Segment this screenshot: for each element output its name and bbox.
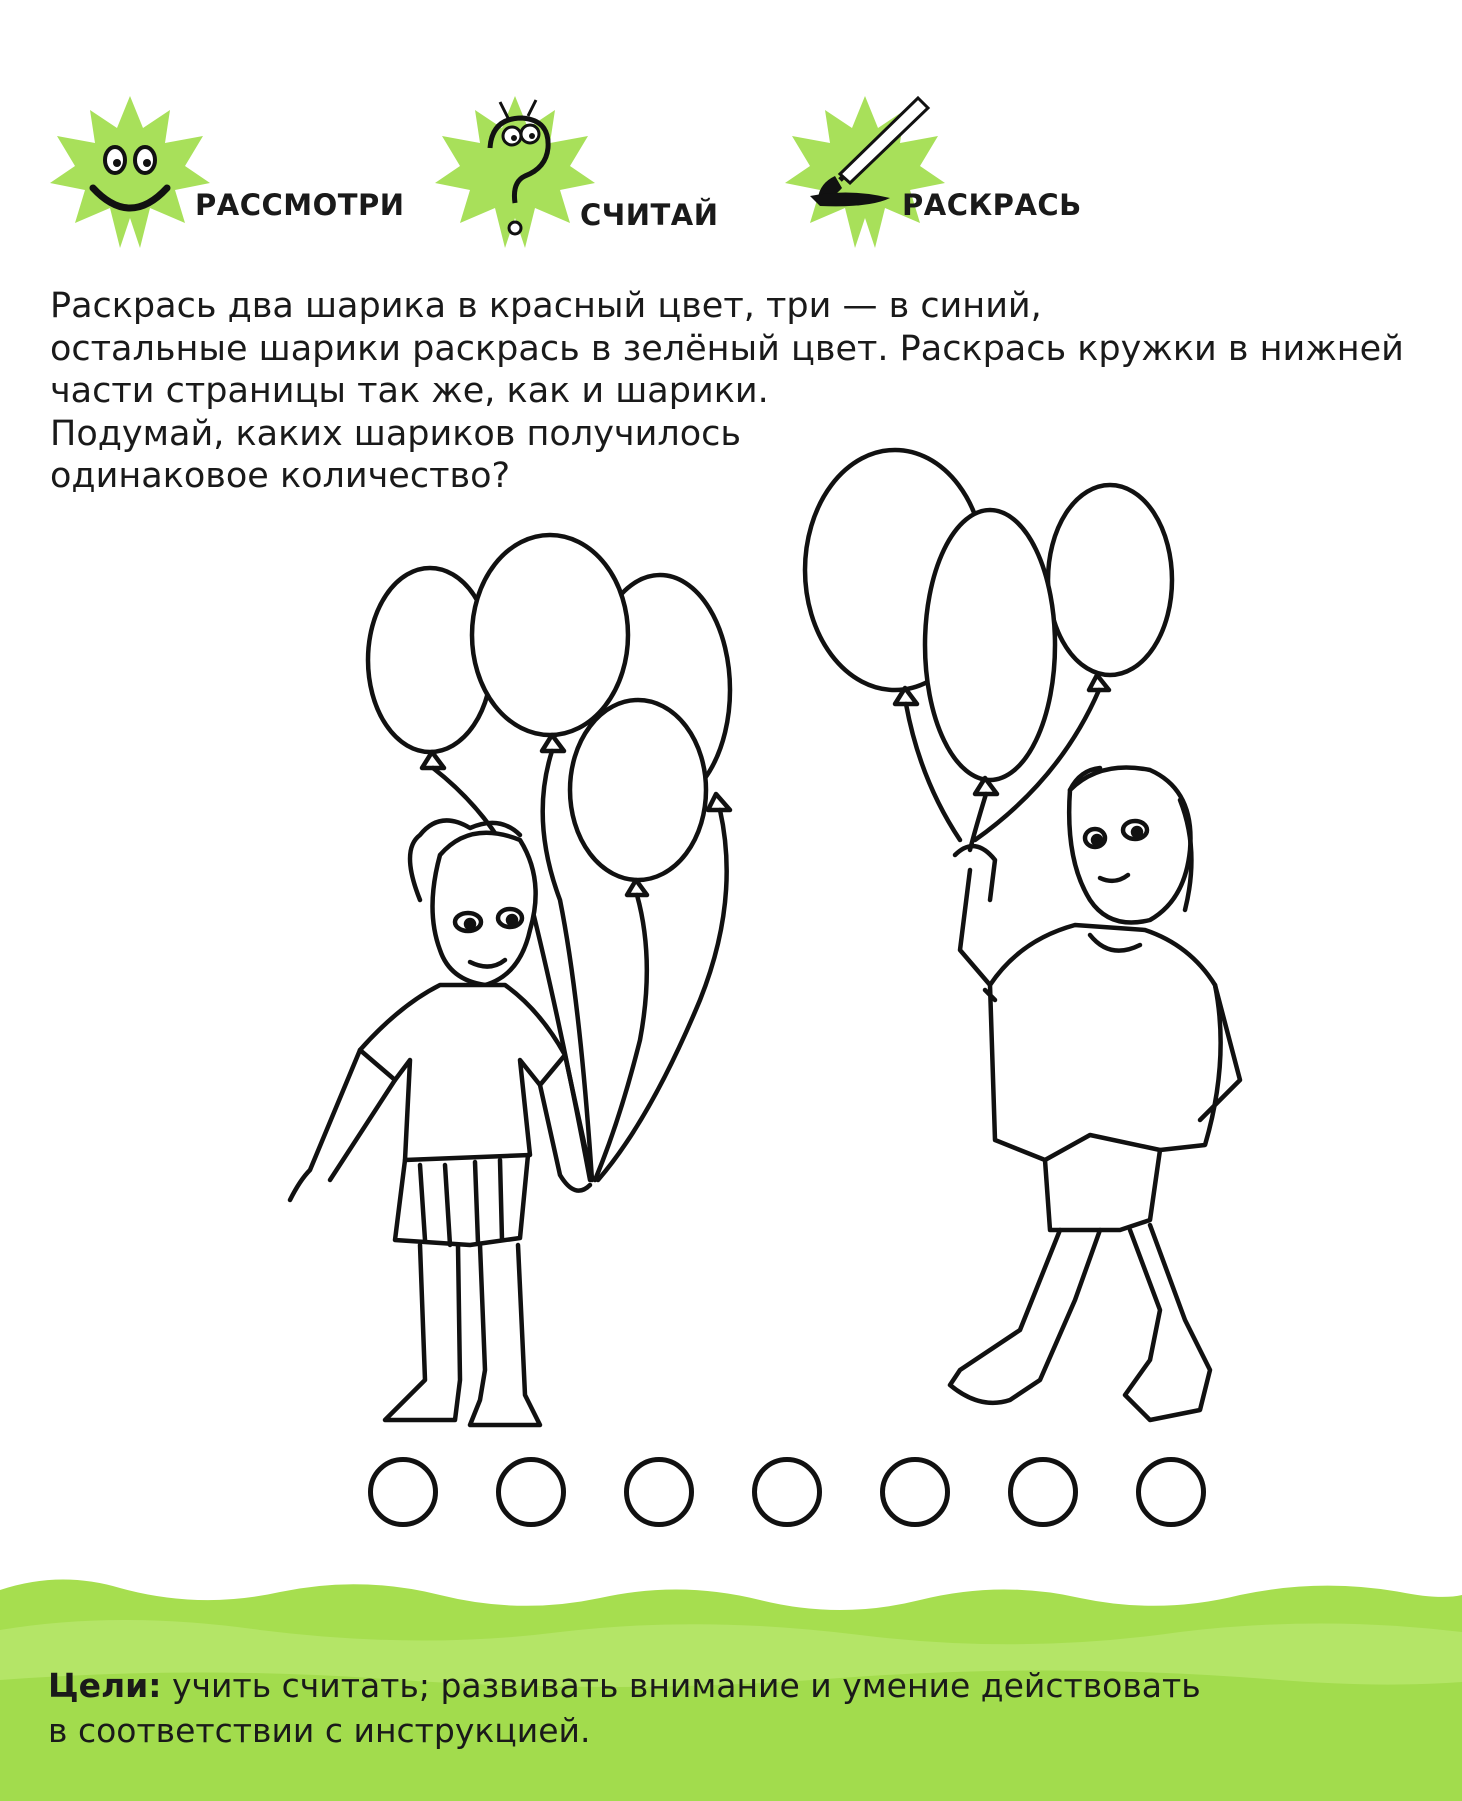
goals-text xyxy=(48,1663,1201,1753)
header-item-count xyxy=(430,88,750,258)
header-label-color: РАСКРАСЬ xyxy=(902,188,1082,222)
answer-circle[interactable] xyxy=(880,1457,950,1527)
instruction-line: Подумай, каких шариков получилось xyxy=(50,413,742,454)
header-label-count: СЧИТАЙ xyxy=(580,198,719,232)
header-label-look: РАССМОТРИ xyxy=(195,188,405,222)
instruction-line: части страницы так же, как и шарики. xyxy=(50,371,769,411)
coloring-illustration xyxy=(0,400,1462,1450)
smiley-leaf-icon xyxy=(45,88,215,258)
boy-figure xyxy=(290,820,590,1425)
goals-line: в соответствии с инструкцией. xyxy=(48,1711,591,1750)
instruction-line: Раскрась два шарика в красный цвет, три — в синий, xyxy=(50,286,1042,326)
paintbrush-leaf-icon xyxy=(780,88,950,258)
answer-circles xyxy=(368,1457,1228,1557)
goals-label: Цели: xyxy=(48,1666,162,1705)
instruction-line: остальные шарики раскрась в зелёный цвет. Раскрась кружки в нижней xyxy=(50,328,1404,369)
goals-line: учить считать; развивать внимание и умение действовать xyxy=(172,1666,1201,1705)
answer-circle[interactable] xyxy=(752,1457,822,1527)
boy-balloon[interactable] xyxy=(570,700,727,1180)
header-item-color xyxy=(780,88,1100,258)
answer-circle[interactable] xyxy=(624,1457,694,1527)
instruction-line: одинаковое количество? xyxy=(50,456,511,496)
header-item-look xyxy=(45,88,405,258)
answer-circle[interactable] xyxy=(1008,1457,1078,1527)
girl-balloon[interactable] xyxy=(925,510,1055,850)
girl-figure xyxy=(950,768,1240,1421)
answer-circle[interactable] xyxy=(496,1457,566,1527)
answer-circle[interactable] xyxy=(368,1457,438,1527)
question-bug-leaf-icon xyxy=(430,88,600,258)
answer-circle[interactable] xyxy=(1136,1457,1206,1527)
header xyxy=(0,0,1462,260)
